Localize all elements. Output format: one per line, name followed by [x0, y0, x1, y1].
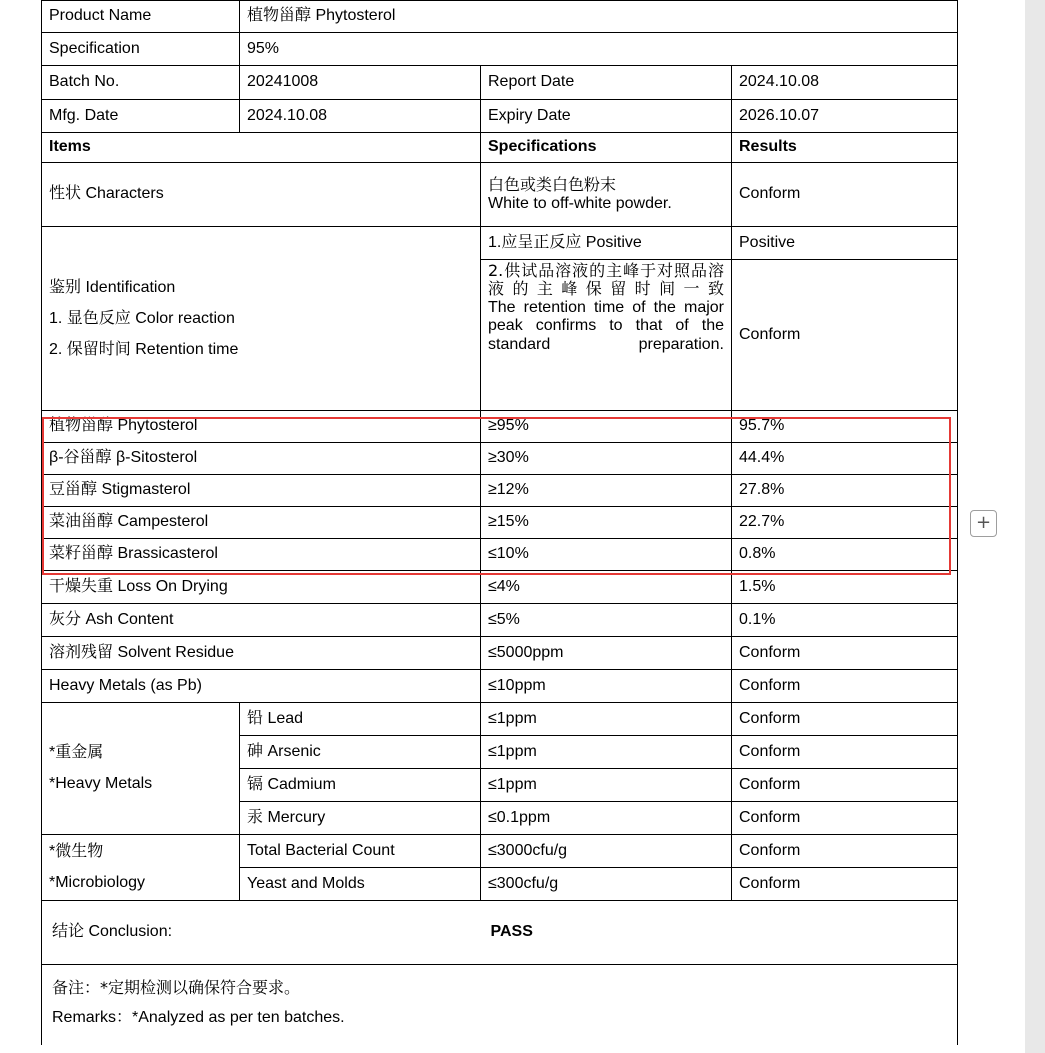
report-date-label: Report Date [481, 66, 732, 100]
table-row [42, 604, 958, 637]
remarks-row [42, 965, 958, 1045]
heavy-metal-result: Conform [732, 736, 958, 769]
assay-spec: ≥12% [481, 475, 732, 507]
microbiology-spec: ≤300cfu/g [481, 868, 732, 901]
table-row [42, 539, 958, 571]
heavy-metal-result: Conform [732, 703, 958, 736]
identification-result-1: Positive [732, 227, 958, 260]
table-row [42, 475, 958, 507]
table-row [42, 411, 958, 443]
characters-spec-en: White to off-white powder. [488, 194, 672, 212]
product-value: 植物甾醇 Phytosterol [240, 1, 958, 33]
heavy-metals-label-cn: *重金属 [49, 743, 104, 761]
general-result: 0.1% [732, 604, 958, 637]
heavy-metal-result: Conform [732, 769, 958, 802]
mfg-label: Mfg. Date [42, 100, 240, 133]
heavy-metal-item: 汞 Mercury [240, 802, 481, 835]
general-spec: ≤5000ppm [481, 637, 732, 670]
remarks-cell [42, 965, 958, 1045]
identification-spec-1: 1.应呈正反应 Positive [481, 227, 732, 260]
conclusion-value: PASS [481, 901, 958, 965]
heavy-metal-item: 铅 Lead [240, 703, 481, 736]
microbiology-result: Conform [732, 868, 958, 901]
microbiology-label-en: *Microbiology [49, 874, 146, 891]
microbiology-result: Conform [732, 835, 958, 868]
report-date-value: 2024.10.08 [732, 66, 958, 100]
identification-result-2: Conform [732, 260, 958, 411]
identification-line-1: 1. 显色反应 Color reaction [49, 310, 235, 327]
assay-spec: ≤10% [481, 539, 732, 571]
assay-result: 95.7% [732, 411, 958, 443]
assay-spec: ≥30% [481, 443, 732, 475]
identification-title: 鉴别 Identification [49, 279, 176, 296]
assay-result: 27.8% [732, 475, 958, 507]
conclusion-label: 结论 Conclusion: [42, 901, 481, 965]
general-spec: ≤5% [481, 604, 732, 637]
assay-item: 植物甾醇 Phytosterol [42, 411, 481, 443]
general-result: Conform [732, 637, 958, 670]
assay-item: 豆甾醇 Stigmasterol [42, 475, 481, 507]
expiry-label: Expiry Date [481, 100, 732, 133]
spec-row [42, 33, 958, 66]
general-item: 干燥失重 Loss On Drying [42, 571, 481, 604]
identification-spec-2-cn: 2.供试品溶液的主峰于对照品溶液的主峰保留时间一致 [488, 261, 724, 299]
assay-item: 菜油甾醇 Campesterol [42, 507, 481, 539]
general-result: Conform [732, 670, 958, 703]
assay-result: 22.7% [732, 507, 958, 539]
general-item: 灰分 Ash Content [42, 604, 481, 637]
spec-value: 95% [240, 33, 958, 66]
heavy-metal-spec: ≤1ppm [481, 736, 732, 769]
remarks-cn: 备注：*定期检测以确保符合要求。 [52, 978, 301, 997]
general-spec: ≤10ppm [481, 670, 732, 703]
scrollbar[interactable] [1025, 0, 1045, 1053]
heavy-metals-label-en: *Heavy Metals [49, 775, 153, 792]
table-row [42, 835, 958, 868]
product-row [42, 1, 958, 33]
coa-table [41, 0, 958, 1045]
identification-spec-2 [481, 260, 732, 411]
general-spec: ≤4% [481, 571, 732, 604]
table-row [42, 703, 958, 736]
batch-value: 20241008 [240, 66, 481, 100]
add-button[interactable]: + [970, 510, 997, 537]
conclusion-row [42, 901, 958, 965]
assay-spec: ≥95% [481, 411, 732, 443]
product-label: Product Name [42, 1, 240, 33]
general-item: Heavy Metals (as Pb) [42, 670, 481, 703]
heavy-metal-spec: ≤1ppm [481, 703, 732, 736]
remarks-en: Remarks：*Analyzed as per ten batches. [52, 1009, 345, 1026]
table-row [42, 670, 958, 703]
identification-row-1 [42, 227, 958, 260]
coa-document [41, 0, 958, 1045]
assay-spec: ≥15% [481, 507, 732, 539]
microbiology-item: Total Bacterial Count [240, 835, 481, 868]
microbiology-label-cn: *微生物 [49, 842, 104, 860]
heavy-metals-label [42, 703, 240, 835]
results-header: Results [732, 133, 958, 163]
table-row [42, 637, 958, 670]
batch-label: Batch No. [42, 66, 240, 100]
characters-row [42, 163, 958, 227]
assay-result: 44.4% [732, 443, 958, 475]
characters-spec-cn: 白色或类白色粉末 [488, 175, 617, 195]
column-header-row [42, 133, 958, 163]
identification-item [42, 227, 481, 411]
heavy-metal-spec: ≤0.1ppm [481, 802, 732, 835]
assay-item: 菜籽甾醇 Brassicasterol [42, 539, 481, 571]
general-item: 溶剂残留 Solvent Residue [42, 637, 481, 670]
mfg-row [42, 100, 958, 133]
heavy-metal-item: 镉 Cadmium [240, 769, 481, 802]
mfg-value: 2024.10.08 [240, 100, 481, 133]
heavy-metal-spec: ≤1ppm [481, 769, 732, 802]
table-row [42, 507, 958, 539]
expiry-value: 2026.10.07 [732, 100, 958, 133]
characters-item: 性状 Characters [42, 163, 481, 227]
characters-spec [481, 163, 732, 227]
assay-result: 0.8% [732, 539, 958, 571]
spec-label: Specification [42, 33, 240, 66]
specifications-header: Specifications [481, 133, 732, 163]
microbiology-spec: ≤3000cfu/g [481, 835, 732, 868]
general-result: 1.5% [732, 571, 958, 604]
characters-result: Conform [732, 163, 958, 227]
heavy-metal-item: 砷 Arsenic [240, 736, 481, 769]
assay-item: β-谷甾醇 β-Sitosterol [42, 443, 481, 475]
table-row [42, 571, 958, 604]
identification-line-2: 2. 保留时间 Retention time [49, 341, 239, 358]
table-row [42, 443, 958, 475]
batch-row [42, 66, 958, 100]
microbiology-label [42, 835, 240, 901]
identification-spec-2-en: The retention time of the major peak confirms to that of the standard preparation. [488, 298, 724, 353]
items-header: Items [42, 133, 481, 163]
heavy-metal-result: Conform [732, 802, 958, 835]
microbiology-item: Yeast and Molds [240, 868, 481, 901]
